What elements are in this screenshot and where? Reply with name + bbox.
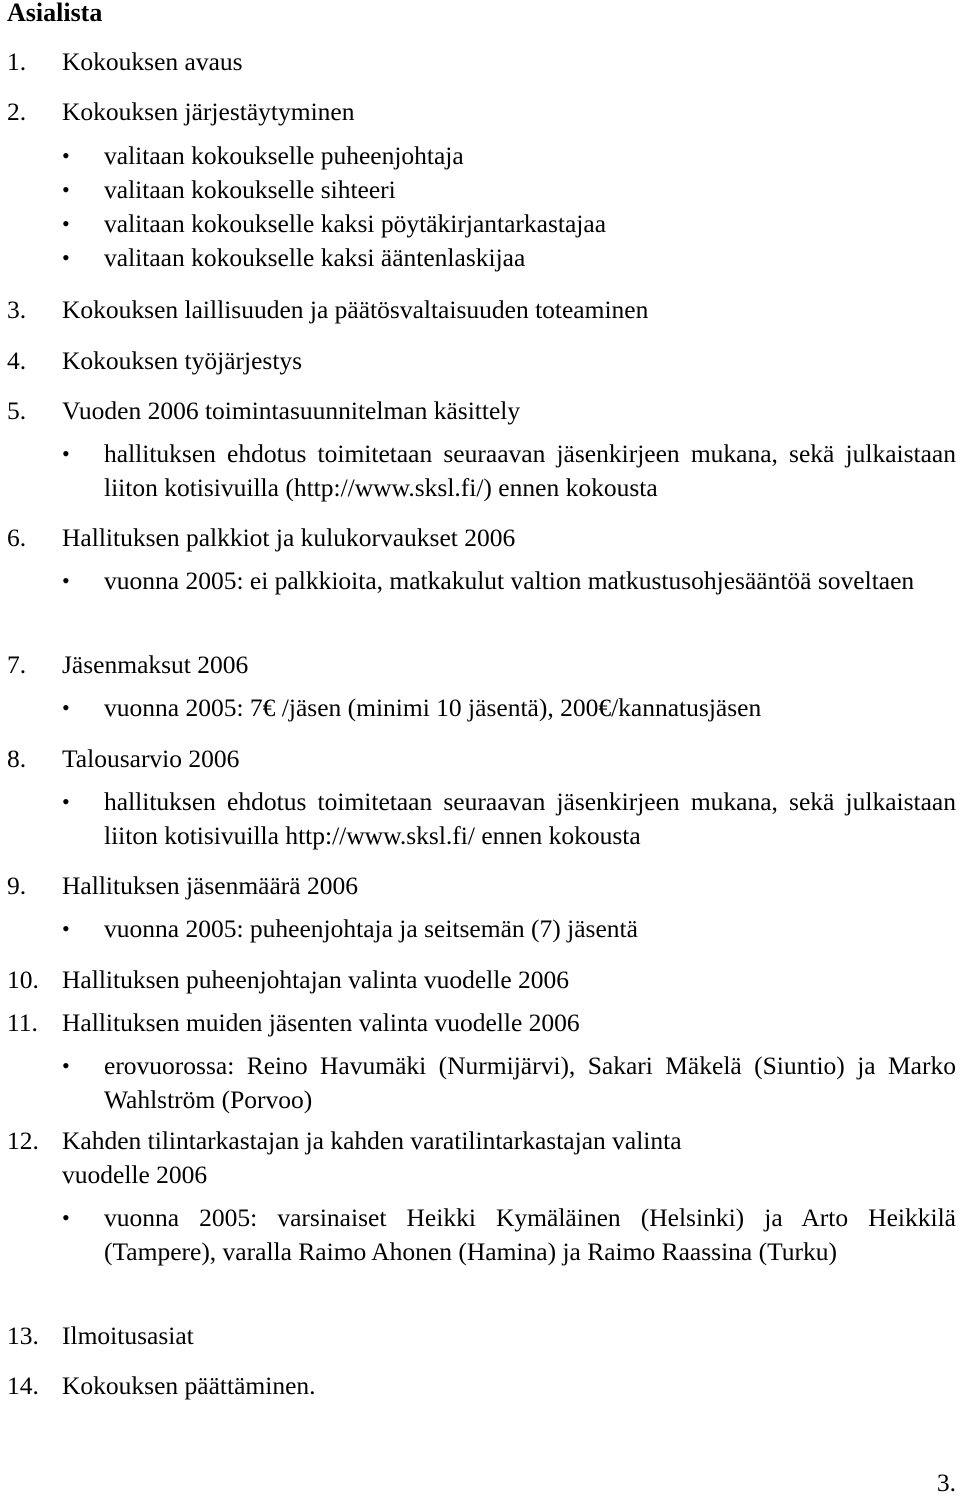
bullet-icon: •	[62, 143, 70, 168]
item-text: Vuoden 2006 toimintasuunnitelman käsittely	[62, 396, 521, 425]
item-number: 9.	[7, 871, 27, 900]
item-text: Kokouksen päättäminen.	[62, 1371, 316, 1400]
bullet-icon: •	[62, 916, 70, 941]
item-number: 11.	[7, 1008, 38, 1037]
item-text: Jäsenmaksut 2006	[62, 650, 249, 679]
bullet-icon: •	[62, 1205, 70, 1230]
bullet-icon: •	[62, 1053, 70, 1078]
bullet-text: vuonna 2005: ei palkkioita, matkakulut valtion matkustusohjesääntöä soveltaen	[104, 566, 915, 595]
item-number: 8.	[7, 744, 27, 773]
item-text: Kokouksen laillisuuden ja päätösvaltaisuuden toteaminen	[62, 295, 649, 324]
bullet-text: hallituksen ehdotus toimitetaan seuraavan jäsenkirjeen mukana, sekä julkaistaan liiton kotisivuilla (http://www.sksl.fi/) ennen kokousta	[104, 439, 956, 502]
item-number: 7.	[7, 650, 27, 679]
bullet-text: hallituksen ehdotus toimitetaan seuraavan jäsenkirjeen mukana, sekä julkaistaan liiton kotisivuilla http://www.sksl.fi/ ennen kokousta	[104, 787, 956, 850]
item-text: Kokouksen työjärjestys	[62, 346, 303, 375]
item-number: 2.	[7, 97, 27, 126]
item-number: 4.	[7, 346, 27, 375]
item-number: 5.	[7, 396, 27, 425]
bullet-text: valitaan kokoukselle sihteeri	[104, 175, 396, 204]
bullet-icon: •	[62, 568, 70, 593]
item-text: Ilmoitusasiat	[62, 1321, 194, 1350]
bullet-icon: •	[62, 177, 70, 202]
bullet-icon: •	[62, 211, 70, 236]
item-text: Hallituksen muiden jäsenten valinta vuodelle 2006	[62, 1008, 580, 1037]
agenda-heading: Asialista	[7, 0, 103, 27]
page-number: 3.	[936, 1468, 956, 1497]
item-text: Kokouksen järjestäytyminen	[62, 97, 355, 126]
bullet-text: vuonna 2005: puheenjohtaja ja seitsemän (7) jäsentä	[104, 914, 638, 943]
bullet-icon: •	[62, 695, 70, 720]
item-number: 13.	[7, 1321, 39, 1350]
item-number: 14.	[7, 1371, 39, 1400]
bullet-text: valitaan kokoukselle puheenjohtaja	[104, 141, 464, 170]
bullet-icon: •	[62, 441, 70, 466]
bullet-text: valitaan kokoukselle kaksi pöytäkirjantarkastajaa	[104, 209, 607, 238]
bullet-icon: •	[62, 789, 70, 814]
item-text: Kokouksen avaus	[62, 47, 243, 76]
item-text: Hallituksen palkkiot ja kulukorvaukset 2006	[62, 523, 516, 552]
item-number: 6.	[7, 523, 27, 552]
item-text: Hallituksen jäsenmäärä 2006	[62, 871, 358, 900]
bullet-icon: •	[62, 245, 70, 270]
bullet-text: vuonna 2005: varsinaiset Heikki Kymäläinen (Helsinki) ja Arto Heikkilä (Tampere), varalla Raimo Ahonen (Hamina) ja Raimo Raassina (Turku)	[104, 1203, 956, 1266]
item-number: 1.	[7, 47, 27, 76]
item-number: 3.	[7, 295, 27, 324]
item-number: 10.	[7, 965, 39, 994]
item-text-line1: Kahden tilintarkastajan ja kahden varatilintarkastajan valinta	[62, 1126, 682, 1155]
item-text-line2: vuodelle 2006	[62, 1160, 208, 1189]
item-text: Talousarvio 2006	[62, 744, 240, 773]
item-number: 12.	[7, 1126, 39, 1155]
bullet-text: vuonna 2005: 7€ /jäsen (minimi 10 jäsentä), 200€/kannatusjäsen	[104, 693, 762, 722]
bullet-text: erovuorossa: Reino Havumäki (Nurmijärvi), Sakari Mäkelä (Siuntio) ja Marko Wahlström (Porvoo)	[104, 1051, 956, 1114]
item-text: Hallituksen puheenjohtajan valinta vuodelle 2006	[62, 965, 570, 994]
bullet-text: valitaan kokoukselle kaksi ääntenlaskijaa	[104, 243, 526, 272]
